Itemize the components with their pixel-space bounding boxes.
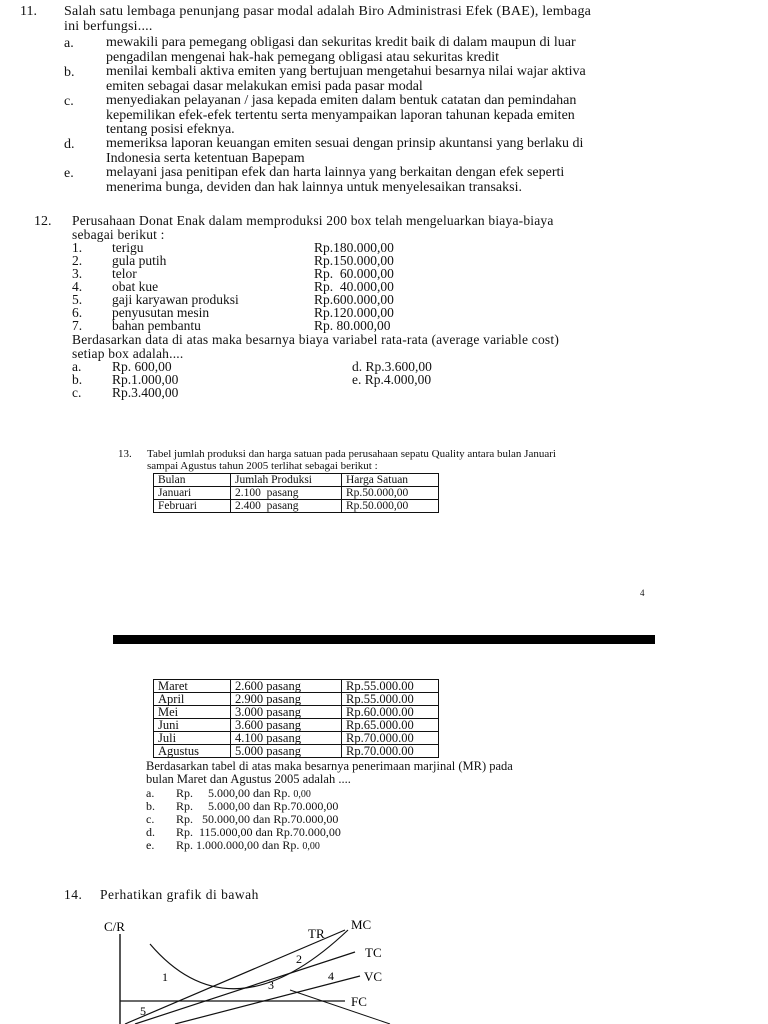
- option-letter: e.: [64, 166, 74, 181]
- cost-item-name: penyusutan mesin: [112, 305, 210, 320]
- option-e: melayani jasa penitipan efek dan harta lainnya yang berkaitan dengan efek seperti menerima bunga, deviden dan hak lainnya untuk menyelesaikan transaksi.: [106, 165, 565, 195]
- lower-curve: [290, 990, 390, 1024]
- option-a: mewakili para pemegang obligasi dan sekuritas kredit baik di dalam maupun di luar pengadilan mengenai hak-hak pemegang obligasi atau sekuritas kredit: [106, 35, 576, 65]
- mc-label: MC: [351, 917, 372, 932]
- fc-label: FC: [351, 994, 367, 1009]
- cost-item-name: bahan pembantu: [112, 318, 201, 333]
- option-letter: d.: [64, 137, 75, 152]
- option-c: Rp.3.400,00: [112, 385, 179, 400]
- option-letter: c.: [64, 94, 74, 109]
- option-b: Rp. 5.000,00 dan Rp.70.000,00: [176, 799, 339, 813]
- region-2-label: 2: [296, 952, 302, 966]
- question-number: 11.: [20, 4, 37, 19]
- tr-line: [125, 930, 345, 1024]
- question-stem: Perhatikan grafik di bawah: [100, 887, 259, 902]
- vc-label: VC: [364, 969, 383, 984]
- table-header-row: Bulan Jumlah Produksi Harga Satuan: [154, 474, 439, 487]
- option-a: Rp. 5.000,00 dan Rp. 0,00: [176, 786, 311, 800]
- option-b: menilai kembali aktiva emiten yang bertujuan mengetahui besarnya nilai wajar aktiva emiten sebagai dasar melakukan emisi pada pasar modal: [106, 64, 586, 94]
- table-row: Maret 2.600 pasang Rp.55.000.00: [154, 680, 439, 693]
- cost-item-name: telor: [112, 266, 137, 281]
- option-d: memeriksa laporan keuangan emiten sesuai dengan prinsip akuntansi yang berlaku di Indonesia serta ketentuan Bapepam: [106, 136, 584, 166]
- option-a: Rp. 600,00: [112, 359, 172, 374]
- y-axis-label: C/R: [104, 919, 125, 934]
- table-row: Agustus 5.000 pasang Rp.70.000.00: [154, 745, 439, 758]
- option-c: menyediakan pelayanan / jasa kepada emiten dalam bentuk catatan dan pemindahan kepemilikan efek-efek tertentu serta menyampaikan laporan tahunan kepada emiten tentang posisi efeknya.: [106, 93, 577, 137]
- cost-item-value: Rp.120.000,00: [314, 305, 394, 320]
- question-number: 12.: [34, 214, 52, 229]
- region-4-label: 4: [328, 969, 334, 983]
- question-stem: Tabel jumlah produksi dan harga satuan pada perusahaan sepatu Quality antara bulan Januari sampai Agustus tahun 2005 terlihat sebagai berikut :: [147, 448, 556, 472]
- cost-item-name: gula putih: [112, 253, 167, 268]
- table-row: April 2.900 pasang Rp.55.000.00: [154, 693, 439, 706]
- cost-item-value: Rp. 80.000,00: [314, 318, 391, 333]
- region-1-label: 1: [162, 970, 168, 984]
- question-text: Berdasarkan tabel di atas maka besarnya penerimaan marjinal (MR) pada bulan Maret dan Agustus 2005 adalah ....: [146, 759, 513, 786]
- option-e: e. Rp.4.000,00: [352, 372, 432, 387]
- option-b: Rp.1.000,00: [112, 372, 179, 387]
- question-stem: Salah satu lembaga penunjang pasar modal adalah Biro Administrasi Efek (BAE), lembaga ini berfungsi....: [64, 4, 592, 34]
- question-stem: Perusahaan Donat Enak dalam memproduksi 200 box telah mengeluarkan biaya-biaya sebagai berikut :: [72, 213, 554, 242]
- tc-label: TC: [365, 945, 382, 960]
- option-d: Rp. 115.000,00 dan Rp.70.000,00: [176, 825, 341, 839]
- page-number: 4: [640, 588, 645, 598]
- cost-item-value: Rp. 60.000,00: [314, 266, 394, 281]
- option-letter: a.: [64, 36, 74, 51]
- option-e: Rp. 1.000.000,00 dan Rp. 0,00: [176, 838, 320, 852]
- region-3-label: 3: [268, 978, 274, 992]
- cost-item-value: Rp.180.000,00: [314, 240, 394, 255]
- question-number: 14.: [64, 887, 83, 902]
- option-letter: b.: [64, 65, 75, 80]
- question-text: Berdasarkan data di atas maka besarnya biaya variabel rata-rata (average variable cost) setiap box adalah....: [72, 332, 560, 361]
- option-d: d. Rp.3.600,00: [352, 359, 432, 374]
- option-c: Rp. 50.000,00 dan Rp.70.000,00: [176, 812, 339, 826]
- cost-item-value: Rp. 40.000,00: [314, 279, 394, 294]
- table-row: Februari 2.400 pasang Rp.50.000,00: [154, 500, 439, 513]
- region-5-label: 5: [140, 1004, 146, 1018]
- cost-item-name: obat kue: [112, 279, 159, 294]
- table-row: Juni 3.600 pasang Rp.65.000.00: [154, 719, 439, 732]
- cost-item-value: Rp.600.000,00: [314, 292, 394, 307]
- table-row: Januari 2.100 pasang Rp.50.000,00: [154, 487, 439, 500]
- cost-item-name: terigu: [112, 240, 144, 255]
- cost-item-value: Rp.150.000,00: [314, 253, 394, 268]
- table-row: Mei 3.000 pasang Rp.60.000.00: [154, 706, 439, 719]
- tr-label: TR: [308, 926, 325, 941]
- question-number: 13.: [118, 448, 132, 460]
- table-row: Juli 4.100 pasang Rp.70.000.00: [154, 732, 439, 745]
- cost-item-name: gaji karyawan produksi: [112, 292, 239, 307]
